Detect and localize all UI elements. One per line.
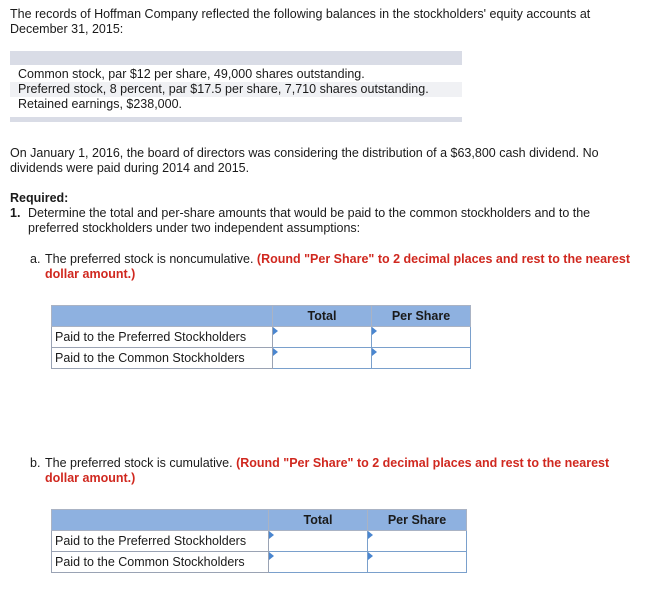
required-item <box>10 206 640 236</box>
intro-text: The records of Hoffman Company reflected the following balances in the stockholders' equity accounts at December 31, 2015: <box>10 7 591 36</box>
balance-common-stock: Common stock, par $12 per share, 49,000 shares outstanding. <box>18 67 365 81</box>
col-per-share: Per Share <box>372 306 471 327</box>
b-common-per-share-input[interactable] <box>368 552 467 573</box>
required-number: 1. <box>10 206 21 220</box>
part-b-text: The preferred stock is cumulative. <box>45 456 233 470</box>
part-a-text: The preferred stock is noncumulative. <box>45 252 254 266</box>
part-a <box>30 252 640 282</box>
col-per-share: Per Share <box>368 510 467 531</box>
required-section <box>10 191 640 236</box>
a-common-per-share-input[interactable] <box>372 348 471 369</box>
a-preferred-per-share-input[interactable] <box>372 327 471 348</box>
part-b-letter: b. <box>30 456 41 470</box>
row-common-label: Paid to the Common Stockholders <box>52 552 269 573</box>
required-heading: Required: <box>10 191 69 205</box>
part-b-instruction: (Round "Per Share" to 2 decimal places and rest to the nearest dollar amount.) <box>45 456 610 485</box>
row-preferred-label: Paid to the Preferred Stockholders <box>52 327 273 348</box>
required-text: Determine the total and per-share amounts that would be paid to the common stockholders and to the preferred stockholders under two independent assumptions: <box>28 206 591 235</box>
part-b <box>30 456 640 486</box>
balances-top-bar <box>10 51 462 65</box>
balances-bottom-bar <box>10 117 462 122</box>
b-common-total-input[interactable] <box>269 552 368 573</box>
col-total: Total <box>273 306 372 327</box>
a-preferred-total-input[interactable] <box>273 327 372 348</box>
balance-retained-earnings: Retained earnings, $238,000. <box>18 97 183 111</box>
part-a-letter: a. <box>30 252 41 266</box>
balances-list <box>10 67 462 112</box>
b-preferred-total-input[interactable] <box>269 531 368 552</box>
balance-preferred-stock: Preferred stock, 8 percent, par $17.5 per share, 7,710 shares outstanding. <box>10 82 462 97</box>
row-common-label: Paid to the Common Stockholders <box>52 348 273 369</box>
col-total: Total <box>269 510 368 531</box>
b-preferred-per-share-input[interactable] <box>368 531 467 552</box>
row-preferred-label: Paid to the Preferred Stockholders <box>52 531 269 552</box>
a-common-total-input[interactable] <box>273 348 372 369</box>
dividend-paragraph: On January 1, 2016, the board of directors was considering the distribution of a $63,800 cash dividend. No dividends were paid during 2014 and 2015. <box>10 146 599 175</box>
part-a-instruction: (Round "Per Share" to 2 decimal places and rest to the nearest dollar amount.) <box>45 252 630 281</box>
answer-table-b <box>51 509 467 573</box>
answer-table-a <box>51 305 471 369</box>
